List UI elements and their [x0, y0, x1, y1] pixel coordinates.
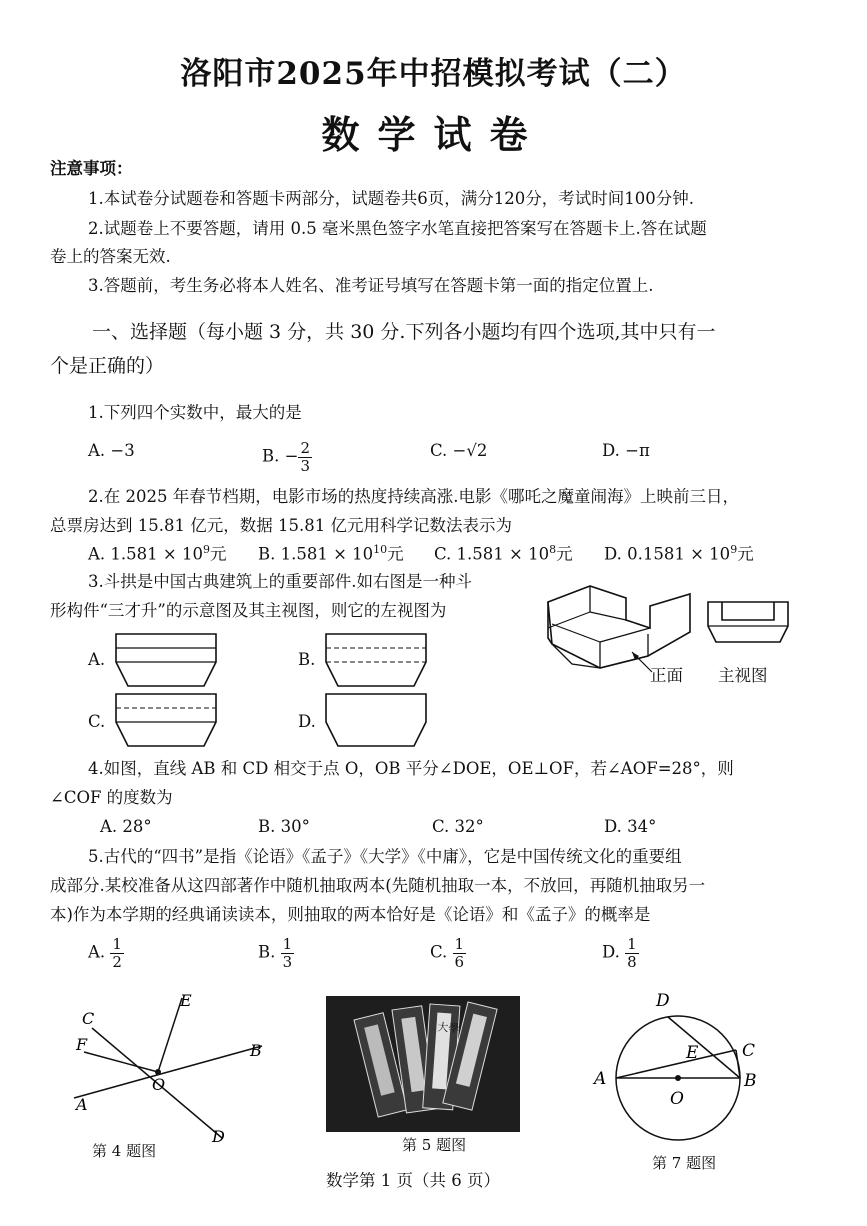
q3-option-a-figure	[112, 632, 222, 688]
q5-option-d-numerator: 1	[627, 935, 637, 953]
q2-option-c	[434, 543, 573, 566]
fig7-label-d: D	[656, 991, 670, 1011]
q5-option-a-numerator: 1	[112, 935, 122, 953]
q3-line-1: 3.斗拱是中国古典建筑上的重要部件.如右图是一种斗	[88, 572, 472, 591]
q1-option-b-prefix: B. −	[262, 446, 299, 466]
q5-option-a-denominator: 2	[112, 952, 122, 971]
q2-option-c-exponent: 8	[549, 543, 557, 556]
q2-option-d-base: D. 0.1581 × 10	[604, 544, 731, 564]
q4-line-2: ∠COF 的度数为	[50, 788, 173, 807]
q3-option-c-label: C.	[88, 712, 106, 731]
q2-line-2: 总票房达到 15.81 亿元，数据 15.81 亿元用科学记数法表示为	[50, 516, 512, 535]
figure-4-lines	[62, 990, 272, 1150]
exam-subject-title: 数学试卷	[321, 112, 546, 157]
q5-option-b-numerator: 1	[282, 935, 293, 953]
q5-option-a-fraction	[110, 936, 124, 970]
q2-option-d-exponent: 9	[730, 543, 738, 556]
q3-front-label: 正面	[650, 666, 683, 685]
fig5-book-title: 大學	[436, 1020, 460, 1036]
section-1-heading-line-1: 一、选择题（每小题 3 分，共 30 分.下列各小题均有四个选项,其中只有一	[92, 321, 716, 343]
q5-option-c-numerator: 1	[454, 935, 465, 953]
q2-option-a-base: A. 1.581 × 10	[88, 544, 203, 564]
fig4-label-f: F	[76, 1035, 88, 1054]
q2-option-b-unit: 元	[387, 544, 404, 564]
q3-option-b-figure	[322, 632, 432, 688]
figure-4-caption: 第 4 题图	[92, 1142, 157, 1160]
q5-option-a	[88, 936, 124, 970]
q3-option-d-label: D.	[298, 712, 316, 731]
notice-item-1: 1.本试卷分试题卷和答题卡两部分，试题卷共6页，满分120分，考试时间100分钟.	[88, 189, 694, 208]
q5-line-3: 本)作为本学期的经典诵读读本，则抽取的两本恰好是《论语》和《孟子》的概率是	[50, 905, 651, 924]
q4-option-d: D. 34°	[604, 817, 657, 836]
fig4-label-o: O	[152, 1075, 166, 1094]
q5-option-c-fraction	[453, 936, 467, 970]
q2-line-1: 2.在 2025 年春节档期，电影市场的热度持续高涨.电影《哪吒之魔童闹海》上映前三日，	[88, 487, 739, 506]
q5-option-b-denominator: 3	[282, 952, 293, 971]
fig7-label-o: O	[670, 1089, 684, 1109]
exam-title: 洛阳市2025年中招模拟考试（二）	[180, 56, 687, 92]
q4-line-1: 4.如图，直线 AB 和 CD 相交于点 O，OB 平分∠DOE，OE⊥OF，若∠AOF=28°，则	[88, 759, 734, 778]
q3-option-d-figure	[322, 692, 432, 748]
q2-option-b	[258, 543, 404, 566]
notice-item-2-line-2: 卷上的答案无效.	[50, 247, 171, 266]
q4-option-c: C. 32°	[432, 817, 484, 836]
notice-item-3: 3.答题前，考生务必将本人姓名、准考证号填写在答题卡第一面的指定位置上.	[88, 276, 654, 295]
q1-stem: 1.下列四个实数中，最大的是	[88, 403, 302, 422]
q1-option-c: C. −√2	[430, 441, 488, 460]
q2-option-a-exponent: 9	[202, 543, 210, 556]
fig4-label-e: E	[180, 991, 192, 1010]
notice-item-2-line-1: 2.试题卷上不要答题，请用 0.5 毫米黑色签字水笔直接把答案写在答题卡上.答在试题	[88, 219, 707, 238]
q3-main-view-label: 主视图	[718, 666, 768, 685]
q5-option-d	[602, 936, 639, 970]
q2-option-c-unit: 元	[556, 544, 573, 564]
q2-option-d-unit: 元	[737, 544, 754, 564]
q2-option-b-base: B. 1.581 × 10	[258, 544, 374, 564]
section-1-heading-line-2: 个是正确的）	[50, 355, 165, 377]
fig4-label-c: C	[82, 1009, 95, 1028]
fig4-label-d: D	[212, 1127, 225, 1146]
q1-option-b-fraction	[298, 440, 312, 474]
q5-option-a-label: A.	[88, 942, 106, 962]
q5-option-d-denominator: 8	[627, 952, 637, 971]
fig4-label-b: B	[250, 1041, 262, 1060]
q3-option-b-label: B.	[298, 650, 316, 669]
page-footer: 数学第 1 页（共 6 页）	[326, 1171, 500, 1190]
fig7-label-a: A	[594, 1069, 607, 1089]
q2-option-d	[604, 543, 754, 566]
q3-option-c-figure	[112, 692, 222, 748]
figure-5-caption: 第 5 题图	[402, 1136, 467, 1154]
q5-line-1: 5.古代的“四书”是指《论语》《孟子》《大学》《中庸》，它是中国传统文化的重要组	[88, 847, 682, 866]
figure-7-circle	[586, 986, 776, 1156]
q5-option-d-fraction	[625, 936, 639, 970]
fig7-label-c: C	[742, 1041, 756, 1061]
q1-option-a: A. −3	[88, 441, 135, 460]
q4-option-b: B. 30°	[258, 817, 310, 836]
q5-option-c-denominator: 6	[454, 952, 465, 971]
q5-option-d-label: D.	[602, 942, 620, 962]
notice-heading: 注意事项：	[50, 159, 133, 178]
q5-line-2: 成部分.某校准备从这四部著作中随机抽取两本(先随机抽取一本，不放回，再随机抽取另一	[50, 876, 706, 895]
q5-option-b-label: B.	[258, 942, 276, 962]
q5-option-b-fraction	[281, 936, 295, 970]
q2-option-a-unit: 元	[209, 544, 227, 564]
q1-option-b-numerator: 2	[300, 439, 310, 457]
q2-option-b-exponent: 10	[373, 543, 388, 556]
q1-option-b-denominator: 3	[300, 456, 310, 475]
q1-option-b	[262, 440, 312, 474]
fig7-label-b: B	[744, 1071, 757, 1091]
fig7-label-e: E	[686, 1043, 699, 1063]
figure-7-caption: 第 7 题图	[652, 1154, 717, 1172]
q5-option-c	[430, 936, 466, 970]
q5-option-b	[258, 936, 294, 970]
figure-5-books-image	[326, 996, 520, 1132]
q3-line-2: 形构件“三才升”的示意图及其主视图，则它的左视图为	[50, 601, 447, 620]
q5-option-c-label: C.	[430, 942, 448, 962]
q3-option-a-label: A.	[88, 650, 106, 669]
q2-option-c-base: C. 1.581 × 10	[434, 544, 550, 564]
fig4-label-a: A	[76, 1095, 88, 1114]
q2-option-a	[88, 543, 226, 566]
q4-option-a: A. 28°	[100, 817, 152, 836]
q1-option-d: D. −π	[602, 441, 650, 460]
